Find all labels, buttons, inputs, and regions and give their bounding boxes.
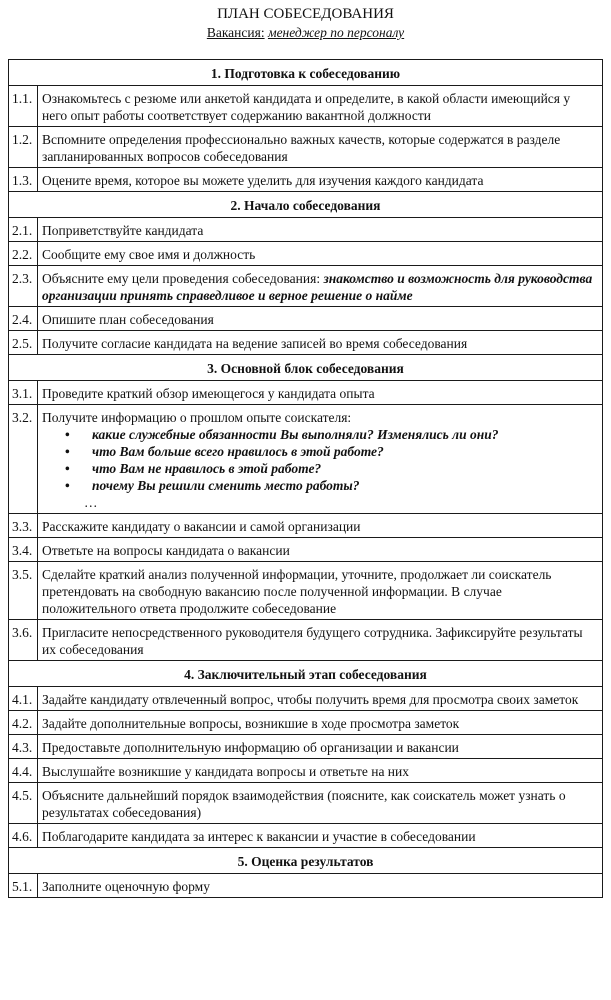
document-header — [0, 0, 611, 41]
table-row — [9, 783, 603, 824]
section-row — [9, 355, 603, 381]
section-title: 4. Заключительный этап собеседования — [9, 661, 603, 687]
table-row — [9, 687, 603, 711]
item-number: 3.6. — [9, 620, 38, 661]
table-row — [9, 538, 603, 562]
question-item: • почему Вы решили сменить место работы? — [92, 477, 596, 494]
item-text: Расскажите кандидату о вакансии и самой организации — [38, 514, 603, 538]
question-item: • что Вам больше всего нравилось в этой работе? — [92, 443, 596, 460]
item-text-emphasis: знакомство и возможность для руководства организации принять справедливое и верное решение о найме — [42, 271, 593, 303]
section-title: 3. Основной блок собеседования — [9, 355, 603, 381]
table-row — [9, 331, 603, 355]
item-intro: Получите информацию о прошлом опыте соискателя: — [42, 410, 352, 425]
item-text: Оцените время, которое вы можете уделить для изучения каждого кандидата — [38, 168, 603, 192]
table-row — [9, 168, 603, 192]
table-row — [9, 266, 603, 307]
item-number: 3.1. — [9, 381, 38, 405]
item-text: Пригласите непосредственного руководителя будущего сотрудника. Зафиксируйте результаты их собеседования — [38, 620, 603, 661]
item-number: 2.4. — [9, 307, 38, 331]
item-text: Заполните оценочную форму — [38, 874, 603, 898]
table-row — [9, 562, 603, 620]
question-item: • какие служебные обязанности Вы выполняли? Изменялись ли они? — [92, 426, 596, 443]
item-text: Проведите краткий обзор имеющегося у кандидата опыта — [38, 381, 603, 405]
table-row — [9, 514, 603, 538]
item-text: Задайте дополнительные вопросы, возникшие в ходе просмотра заметок — [38, 711, 603, 735]
question-ellipsis: … — [84, 495, 98, 510]
item-number: 5.1. — [9, 874, 38, 898]
table-row — [9, 759, 603, 783]
table-row — [9, 127, 603, 168]
item-number: 4.4. — [9, 759, 38, 783]
item-number: 4.5. — [9, 783, 38, 824]
item-number: 4.6. — [9, 824, 38, 848]
item-text — [38, 266, 603, 307]
section-title: 5. Оценка результатов — [9, 848, 603, 874]
document-title: ПЛАН СОБЕСЕДОВАНИЯ — [217, 6, 394, 22]
plan-table — [8, 59, 603, 898]
table-row — [9, 824, 603, 848]
table-row — [9, 711, 603, 735]
table-row — [9, 405, 603, 514]
item-text: Выслушайте возникшие у кандидата вопросы и ответьте на них — [38, 759, 603, 783]
table-row — [9, 307, 603, 331]
section-title: 2. Начало собеседования — [9, 192, 603, 218]
item-number: 3.2. — [9, 405, 38, 514]
item-text: Поблагодарите кандидата за интерес к вакансии и участие в собеседовании — [38, 824, 603, 848]
item-number: 3.5. — [9, 562, 38, 620]
item-number: 1.3. — [9, 168, 38, 192]
item-number: 3.3. — [9, 514, 38, 538]
item-number: 2.3. — [9, 266, 38, 307]
table-row — [9, 381, 603, 405]
item-text: Опишите план собеседования — [38, 307, 603, 331]
item-text: Ответьте на вопросы кандидата о вакансии — [38, 538, 603, 562]
question-item: • что Вам не нравилось в этой работе? — [92, 460, 596, 477]
section-row — [9, 848, 603, 874]
item-number: 1.2. — [9, 127, 38, 168]
item-number: 4.1. — [9, 687, 38, 711]
vacancy-value: менеджер по персоналу — [267, 25, 405, 40]
item-number: 4.2. — [9, 711, 38, 735]
item-number: 2.5. — [9, 331, 38, 355]
item-text-plain: Объясните ему цели проведения собеседования: — [42, 271, 324, 286]
item-number: 3.4. — [9, 538, 38, 562]
section-row — [9, 60, 603, 86]
table-row — [9, 86, 603, 127]
item-text: Объясните дальнейший порядок взаимодействия (поясните, как соискатель может узнать о результатах собеседования) — [38, 783, 603, 824]
item-text: Сделайте краткий анализ полученной информации, уточните, продолжает ли соискатель претендовать на свободную вакансию после полученной информации. В случае положительного ответа продолжите собеседование — [38, 562, 603, 620]
item-text: Поприветствуйте кандидата — [38, 218, 603, 242]
item-text: Получите согласие кандидата на ведение записей во время собеседования — [38, 331, 603, 355]
table-row — [9, 242, 603, 266]
item-number: 2.2. — [9, 242, 38, 266]
item-number: 2.1. — [9, 218, 38, 242]
vacancy-label: Вакансия: — [206, 25, 265, 40]
item-text — [38, 405, 603, 514]
section-row — [9, 661, 603, 687]
table-row — [9, 874, 603, 898]
item-number: 4.3. — [9, 735, 38, 759]
section-title: 1. Подготовка к собеседованию — [9, 60, 603, 86]
item-text: Сообщите ему свое имя и должность — [38, 242, 603, 266]
item-text: Задайте кандидату отвлеченный вопрос, чтобы получить время для просмотра своих заметок — [38, 687, 603, 711]
section-row — [9, 192, 603, 218]
table-row — [9, 620, 603, 661]
table-row — [9, 218, 603, 242]
item-number: 1.1. — [9, 86, 38, 127]
item-text: Ознакомьтесь с резюме или анкетой кандидата и определите, в какой области имеющийся у него опыт работы соответствует содержанию вакантной должности — [38, 86, 603, 127]
vacancy-line — [0, 24, 611, 41]
question-list — [42, 426, 596, 494]
item-text: Предоставьте дополнительную информацию об организации и вакансии — [38, 735, 603, 759]
table-row — [9, 735, 603, 759]
item-text: Вспомните определения профессионально важных качеств, которые содержатся в разделе запланированных вопросов собеседования — [38, 127, 603, 168]
